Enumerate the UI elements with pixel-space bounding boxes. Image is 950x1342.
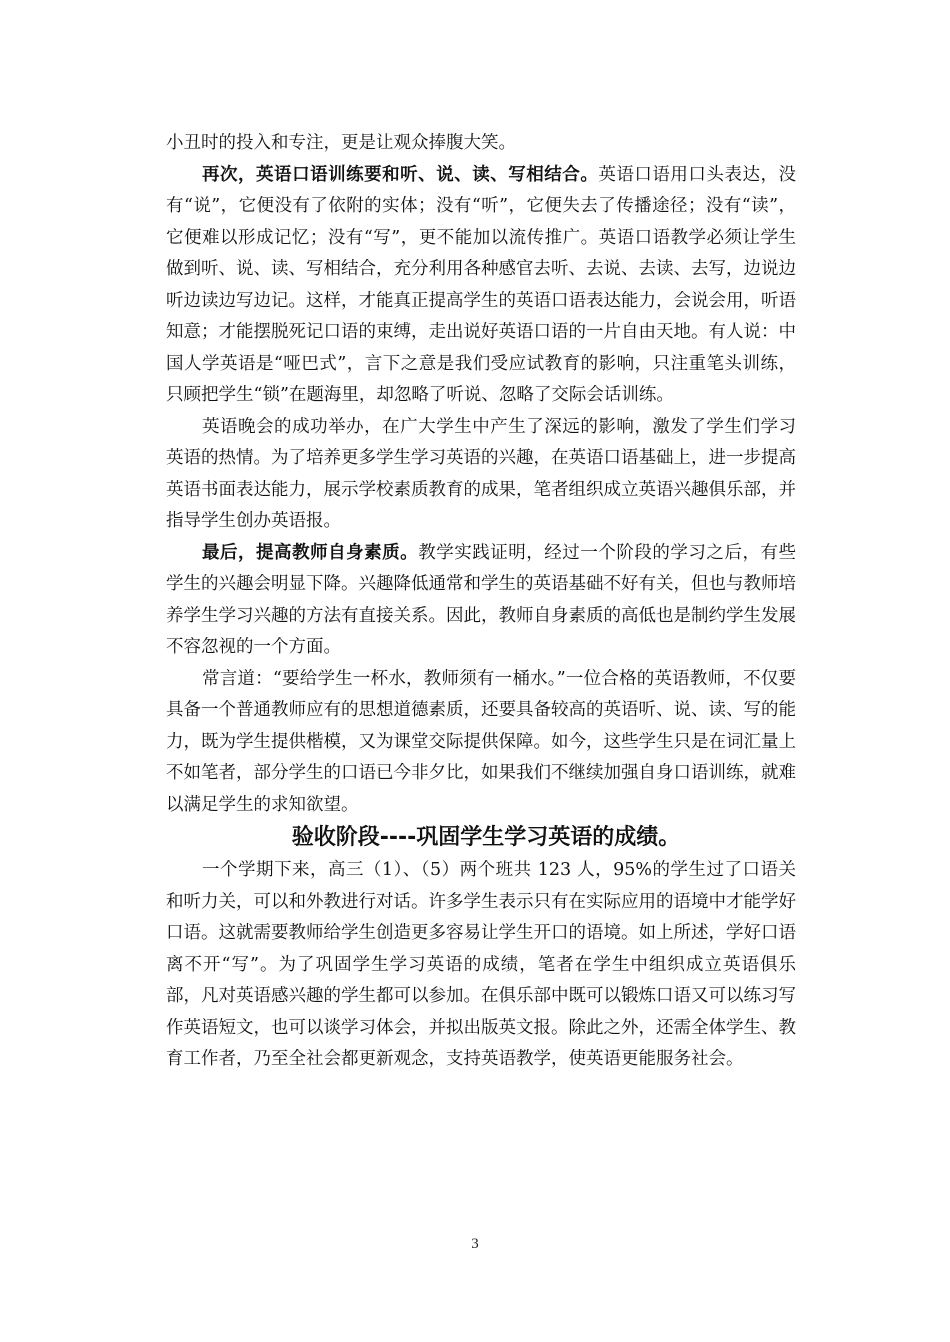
document-body xyxy=(166,128,796,1076)
paragraph-text: 英语口语用口头表达，没有“说”，它便没有了依附的实体；没有“听”，它便失去了传播途径；没有“读”，它便难以形成记忆；没有“写”，更不能加以流传推广。英语口语教学必须让学生做到听、说、读、写相结合，充分利用各种感官去听、去说、去读、去写，边说边听边读边写边记。这样，才能真正提高学生的英语口语表达能力，会说会用，听语知意；才能摆脱死记口语的束缚，走出说好英语口语的一片自由天地。有人说：中国人学英语是“哑巴式”，言下之意是我们受应试教育的影响，只注重笔头训练，只顾把学生“锁”在题海里，却忽略了听说、忽略了交际会话训练。 xyxy=(166,164,796,405)
paragraph-listen-speak-read-write xyxy=(166,160,796,412)
paragraph-saying xyxy=(166,664,796,822)
paragraph-text: 小丑时的投入和专注，更是让观众捧腹大笑。 xyxy=(166,133,516,153)
paragraph-lead-bold: 最后，提高教师自身素质。 xyxy=(202,542,419,563)
paragraph-text: 一个学期下来，高三（1）、（5）两个班共 123 人，95%的学生过了口语关和听力关，可以和外教进行对话。许多学生表示只有在实际应用的语境中才能学好口语。这就需要教师给学生创造更多容易让学生开口的语境。如上所述，学好口语离不开“写”。为了巩固学生学习英语的成绩，笔者在学生中组织成立英语俱乐部，凡对英语感兴趣的学生都可以参加。在俱乐部中既可以锻炼口语又可以练习写作英语短文，也可以谈学习体会，并拟出版英文报。除此之外，还需全体学生、教育工作者，乃至全社会都更新观念，支持英语教学，使英语更能服务社会。 xyxy=(166,860,796,1069)
page-number: 3 xyxy=(471,1236,479,1252)
paragraph-teacher-quality xyxy=(166,538,796,664)
paragraph-continuation xyxy=(166,128,796,160)
section-heading: 验收阶段----巩固学生学习英语的成绩。 xyxy=(291,825,681,850)
paragraph-text: 教学实践证明，经过一个阶段的学习之后，有些学生的兴趣会明显下降。兴趣降低通常和学生的英语基础不好有关，但也与教师培养学生学习兴趣的方法有直接关系。因此，教师自身素质的高低也是制约学生发展不容忽视的一个方面。 xyxy=(166,542,796,657)
paragraph-closing xyxy=(166,855,796,1076)
paragraph-text: 常言道：“要给学生一杯水，教师须有一桶水。”一位合格的英语教师，不仅要具备一个普通教师应有的思想道德素质，还要具备较高的英语听、说、读、写的能力，既为学生提供楷模，又为课堂交际提供保障。如今，这些学生只是在词汇量上不如笔者，部分学生的口语已今非夕比，如果我们不继续加强自身口语训练，就难以满足学生的求知欲望。 xyxy=(166,668,796,815)
paragraph-text: 英语晚会的成功举办，在广大学生中产生了深远的影响，激发了学生们学习英语的热情。为了培养更多学生学习英语的兴趣，在英语口语基础上，进一步提高英语书面表达能力，展示学校素质教育的成果，笔者组织成立英语兴趣俱乐部，并指导学生创办英语报。 xyxy=(166,416,796,531)
paragraph-lead-bold: 再次，英语口语训练要和听、说、读、写相结合。 xyxy=(202,164,599,185)
paragraph-english-evening xyxy=(166,412,796,538)
